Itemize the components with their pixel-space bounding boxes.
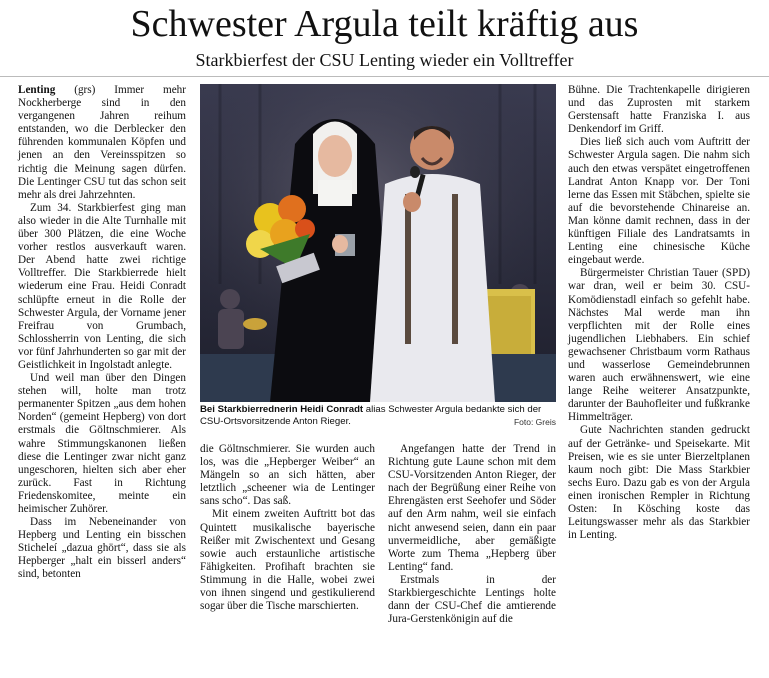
photo-caption: [200, 404, 556, 428]
paragraph: Gute Nachrichten standen gedruckt auf der Getränke- und Speisekarte. Mit Preisen, wie es sie unter Bierzeltplanen kaum noch gibt: Die Mass Starkbier sechs Euro. Dazu gab es von der Argula einen ironischen Rempler in Richtung Osten: In Kösching koste das Leitungswasser mehr als das Starkbier in Lenting.: [568, 424, 750, 542]
caption-lead: Bei Starkbierrednerin Heidi Conradt: [200, 404, 364, 415]
paragraph: Mit einem zweiten Auftritt bot das Quintett musikalische bayerische Reißer mit Zwischentext und Gesang sowie auch erstaunliche artistische Fähigkeiten. Profihaft brachten sie Stimmung in die Halle, wobei zwei von ihnen singend und gestikulierend sogar über die Tische marschierten.: [200, 508, 375, 613]
article-column-1: [18, 84, 186, 582]
photo-scene-illustration: [200, 84, 556, 402]
photo-credit: Foto: Greis: [513, 417, 556, 427]
caption-text: alias Schwester Argula bedankte sich der CSU-Ortsvorsitzende Anton Rieger.: [200, 404, 542, 427]
subheadline: Starkbierfest der CSU Lenting wieder ein Volltreffer: [195, 50, 574, 70]
paragraph: Dass im Nebeneinander von Hepberg und Lenting ein bisschen Sticheleí „dazua ghört“, dass sie als Hepberger „halt ein bisserl anders“ sind, betonten: [18, 516, 186, 581]
paragraph: Und weil man über den Dingen stehen will, holte man trotz permanenter Spitzen „aus dem hohen Norden“ (gemeint Hepberg) von dort erstmals die Göltnschmierer. Als wahre Stimmungskanonen ließen diese die Lentinger zwar nicht ganz ungeschoren, hielten sich aber eher zurück. Fast in Richtung Friedenskomitee, meinte ein heimischer Zuhörer.: [18, 372, 186, 515]
paragraph: die Göltnschmierer. Sie wurden auch los, was die „Hepberger Weiber“ an Mängeln so an sich hätten, aber letztlich „scheener wia de Lentinger sans scho“. Das saß.: [200, 443, 375, 508]
article-column-4: [568, 84, 750, 542]
header-divider: [0, 76, 769, 77]
paragraph: Erstmals in der Starkbiergeschichte Lentings holte dann der CSU-Chef die amtierende Jura-Gerstenkönigin auf die: [388, 573, 556, 626]
paragraph: [18, 84, 186, 202]
paragraph: Bürgermeister Christian Tauer (SPD) war dran, weil er beim 30. CSU-Komödienstadl einfach so gefehlt habe. Nächstes Mal werde man ihn verpflichten mit der Rolle eines jugendlichen Liebhabers. Ein schief gewachsener Christbaum vorm Rathaus und wasserlose Gemeindebrunnen waren auch erwähnenswert, wie eine lange Reihe weiterer Ansatzpunkte, darunter der Bauhofleiter und fußkranke Himmelträger.: [568, 267, 750, 424]
article-photo: [200, 84, 556, 402]
dateline-place: Lenting: [18, 84, 56, 96]
paragraph: Zum 34. Starkbierfest ging man also wieder in die Alte Turnhalle mit über 300 Plätzen, die eine Woche vorher restlos ausverkauft waren. Der Abend hatte zwei richtige Volltreffer. Die Starkbierrede hielt wiederum eine Frau. Heidi Conradt schlüpfte erneut in die Rolle der Schwester Argula, der Vorname jener Freifrau von Grumbach, Schlossherrin von Lenting, die sich vor fünf Jahrhunderten so gar mit der Geistlichkeit in Ingolstadt anlegte.: [18, 201, 186, 371]
paragraph: Angefangen hatte der Trend in Richtung gute Laune schon mit dem CSU-Vorsitzenden Anton Rieger, der nach der Begrüßung einer Reihe von Ehrengästen erst Seehofer und Söder auf den Arm nahm, weil sie einfach nicht anwesend seien, dann ein paar unvermeidliche, aber gemäßigte Worte zum Thema „Hepberg über Lenting“ fand.: [388, 443, 556, 573]
article-column-2: [200, 443, 375, 613]
article-column-3: [388, 443, 556, 626]
headline: Schwester Argula teilt kräftig aus: [130, 3, 639, 45]
paragraph: Dies ließ sich auch vom Auftritt der Schwester Argula sagen. Die nahm sich auch den etwas verspätet eingetroffenen Landrat Anton Knapp vor. Der Toni lerne das Essen mit Stäbchen, spielte sie auf die bevorstehende Chinareise an. Man könne damit rechnen, dass in der künftigen Filiale des Landratsamts in Lenting eine chinesische Küche eingebaut werde.: [568, 136, 750, 267]
paragraph: Bühne. Die Trachtenkapelle dirigieren und das Zuprosten mit starkem Gerstensaft hatte Franziska I. aus Denkendorf im Griff.: [568, 84, 750, 136]
paragraph-text: (grs) Immer mehr Nockherberge sind in den vergangenen Jahren reihum entstanden, wo die Derblecker den führenden kommunalen Köpfen und jenen an den Vereinsspitzen so richtig die Meinung sagen dürfen. Die Lentinger CSU tut das schon seit mehr als drei Jahrzehnten.: [18, 84, 186, 201]
